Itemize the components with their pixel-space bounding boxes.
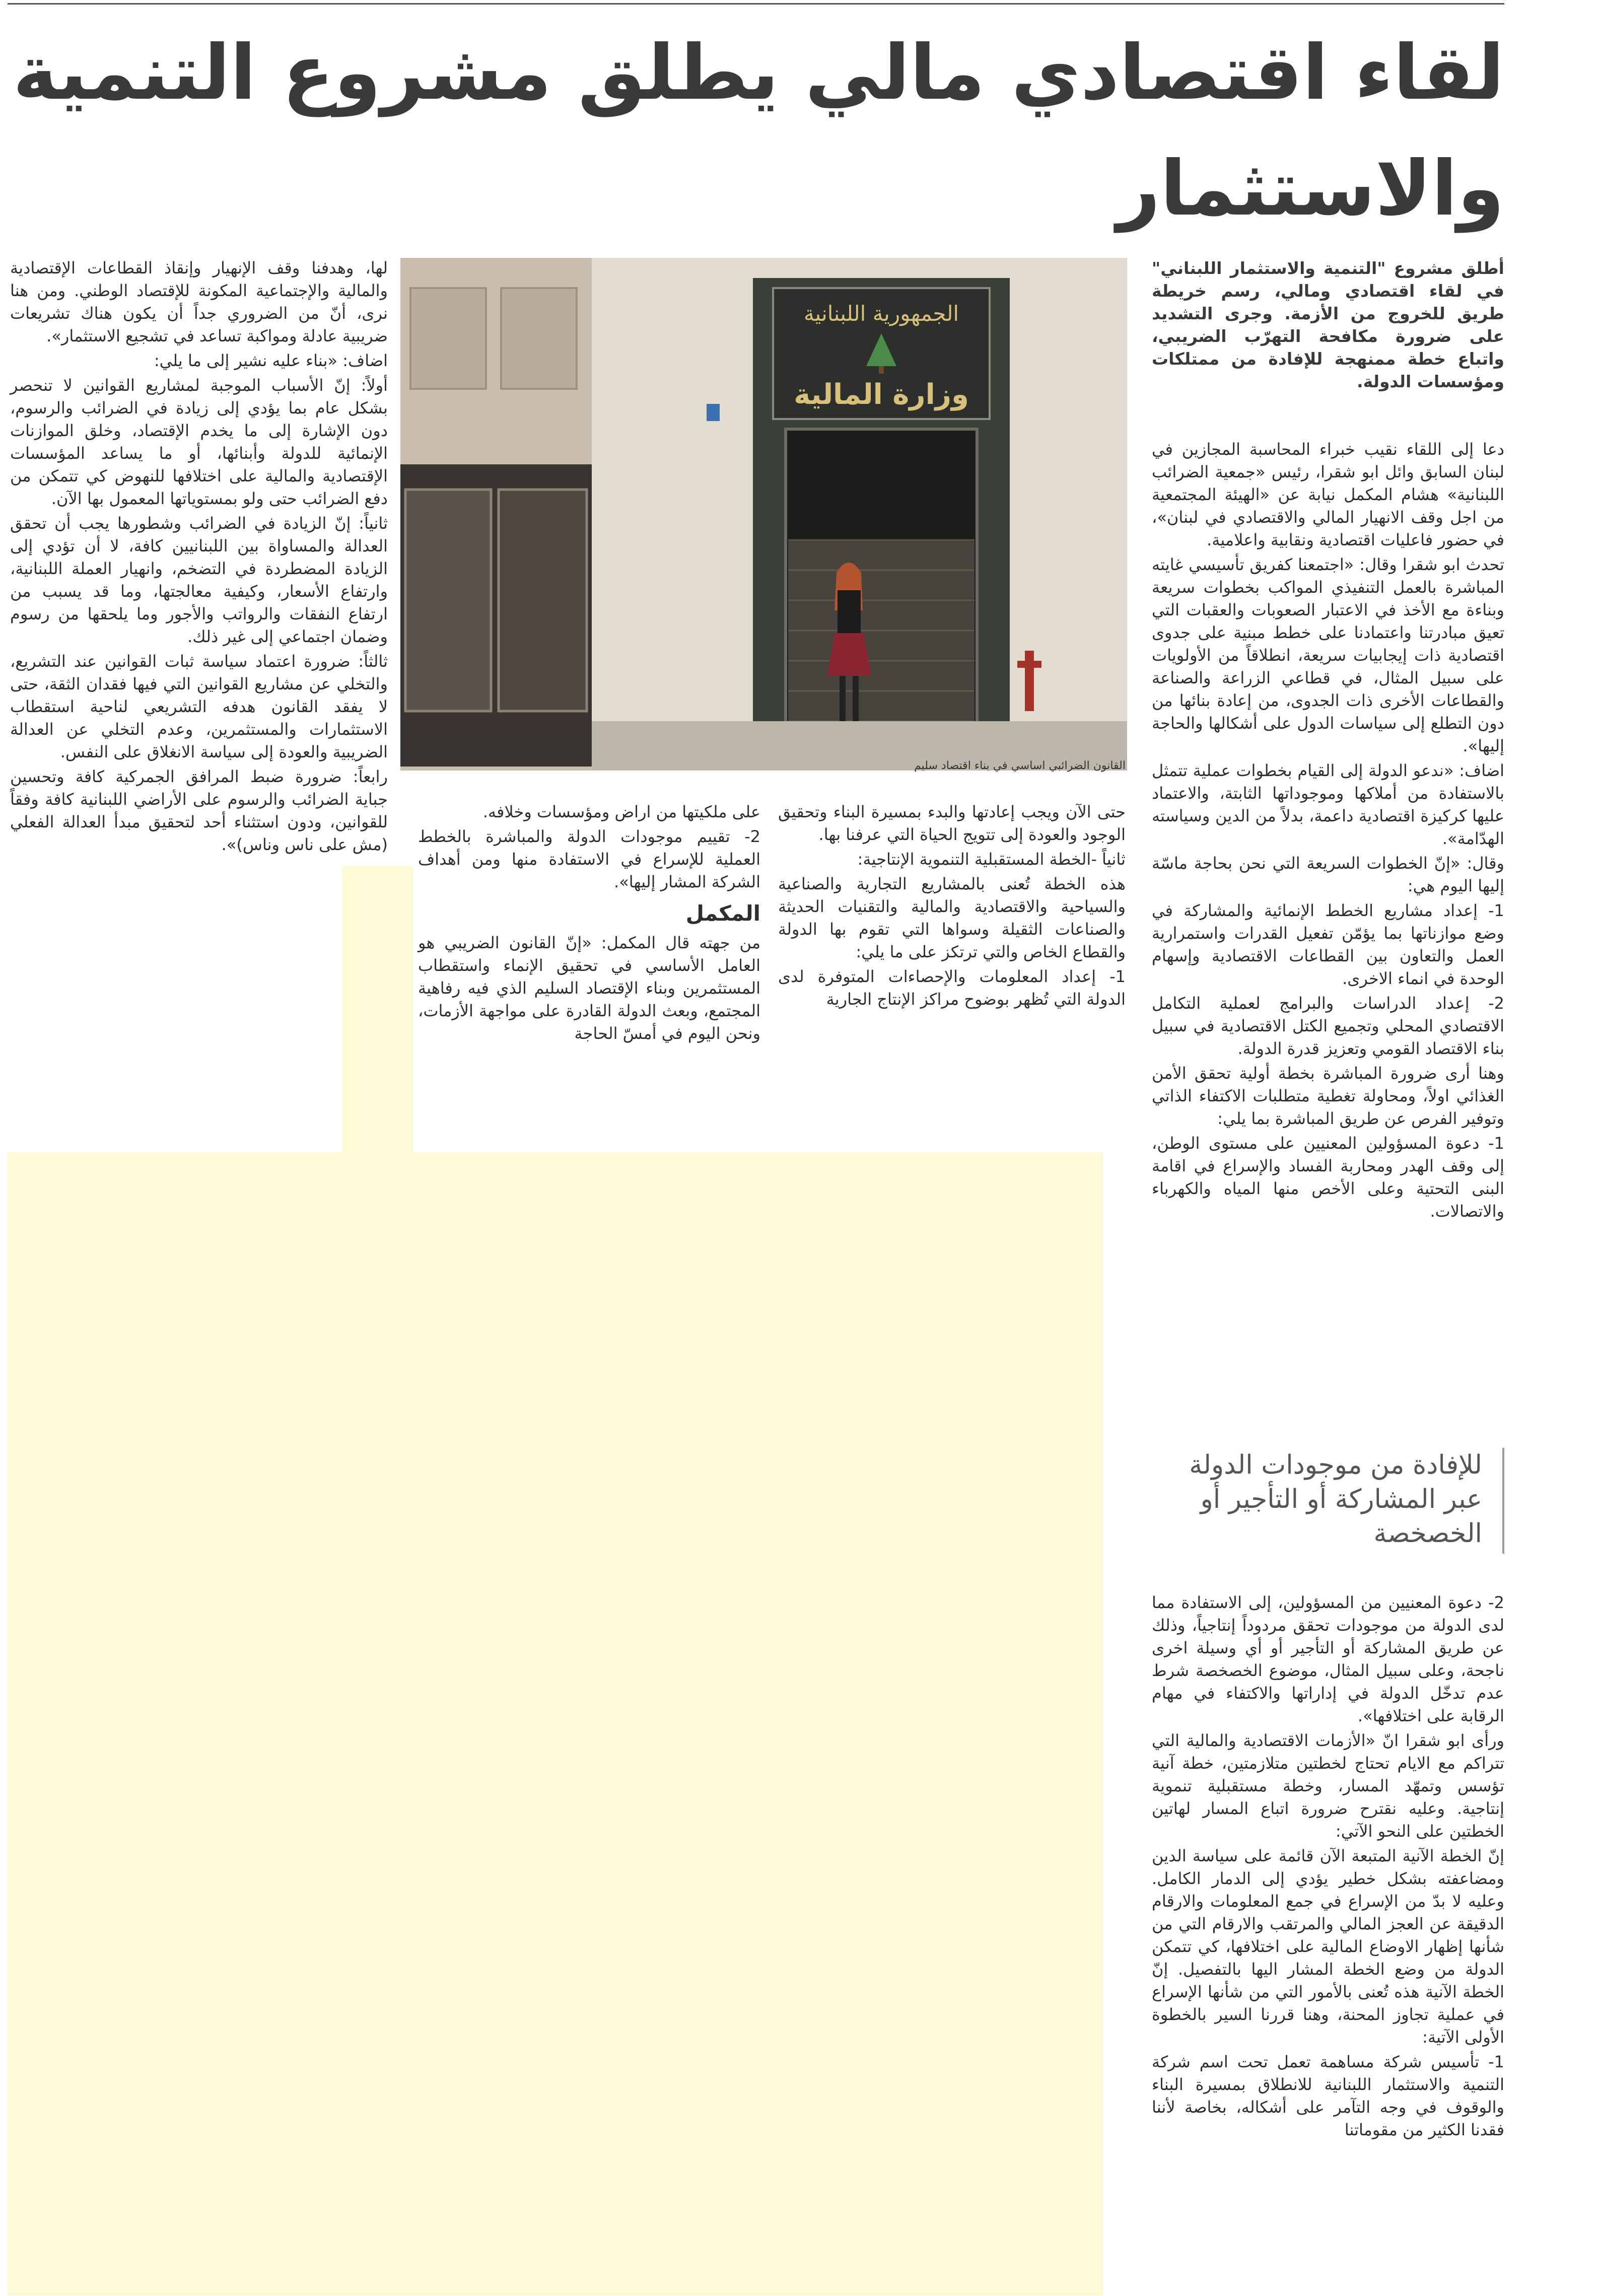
paragraph: 1- دعوة المسؤولين المعنيين على مستوى الوطن، إلى وقف الهدر ومحاربة الفساد والإسراع في اقامة البنى التحتية وعلى الأخص منها المياه والكهرباء والاتصالات. — [1152, 1134, 1504, 1221]
paragraph: 2- إعداد الدراسات والبرامج لعملية التكامل الاقتصادي المحلي وتجميع الكتل الاقتصادية في سبيل بناء الاقتصاد القومي وتعزيز قدرة الدولة. — [1152, 994, 1504, 1058]
paragraph: ورأى ابو شقرا انّ «الأزمات الاقتصادية والمالية التي تتراكم مع الايام تحتاج لخطتين متلازمتين، خطة آنية تؤسس وتمهّد المسار، وخطة مستقبلية تنموية إنتاجية. وعليه نقترح ضرورة اتباع المسار لهاتين الخطتين على النحو الآتي: — [1152, 1731, 1504, 1841]
paragraph: ثانياً: إنّ الزيادة في الضرائب وشطورها يجب أن تحقق العدالة والمساواة بين اللبنانيين كافة، لا أن تؤدي إلى الزيادة المضطردة في التضخم، وانهيار العملة اللبنانية، وارتفاع الأسعار، وكيفية معالجتها، وما قد يسبب من ارتفاع النفقات والرواتب والأجور وما يلحقها من رسوم وضمان اجتماعي إلى غير ذلك. — [10, 514, 388, 646]
paragraph: لها، وهدفنا وقف الإنهيار وإنقاذ القطاعات الإقتصادية والمالية والإجتماعية المكونة للإقتصاد الوطني. ومن هنا نرى، أنّ من الضروري جداً أن يكون هناك تشريعات ضريبية عادلة ومواكبة تساعد في تشجيع الاستثمار». — [10, 258, 388, 345]
headline-line-1: لقاء اقتصادي مالي يطلق مشروع التنمية — [13, 29, 1504, 117]
paragraph: 1- إعداد المعلومات والإحصاءات المتوفرة لدى الدولة التي تُظهر بوضوح مراكز الإنتاج الجارية — [778, 967, 1126, 1009]
sign-text-2: وزارة المالية — [794, 378, 969, 411]
column-left — [10, 257, 388, 1153]
column-middle-left — [418, 801, 760, 1153]
column-right-lower — [1152, 1591, 1504, 2286]
column-right — [1152, 257, 1504, 1435]
paragraph: اضاف: «بناء عليه نشير إلى ما يلي: — [154, 351, 388, 370]
top-rule — [8, 3, 1504, 5]
paragraph: اضاف: «ندعو الدولة إلى القيام بخطوات عملية تتمثل بالاستفادة من أملاكها وموجوداتها الثابتة، والاعتماد عليها كركيزة اقتصادية داعمة، بدلاً من الدين وسياسته الهدّامة». — [1152, 761, 1504, 848]
paragraph: رابعاً: ضرورة ضبط المرافق الجمركية كافة وتحسين جباية الضرائب والرسوم على الأراضي اللبنانية كافة وفقاً للقوانين، ودون استثناء أحد لتحقيق مبدأ العدالة الفعلي (مش على ناس وناس)». — [10, 767, 388, 854]
paragraph: حتى الآن ويجب إعادتها والبدء بمسيرة البناء وتحقيق الوجود والعودة إلى تتويج الحياة التي عرفنا بها. — [778, 802, 1126, 844]
highlight-band-lower — [8, 1152, 1103, 2295]
paragraph: من جهته قال المكمل: «إنّ القانون الضريبي هو العامل الأساسي في تحقيق الإنماء واستقطاب المستثمرين وبناء الإقتصاد السليم الذي فيه رفاهية المجتمع، وبعث الدولة القادرة على مواجهة الأزمات، ونحن اليوم في أمسّ الحاجة — [418, 933, 760, 1043]
paragraph: وهنا أرى ضرورة المباشرة بخطة أولية تحقق الأمن الغذائي اولاً، ومحاولة تغطية متطلبات الاكتفاء الذاتي وتوفير الفرص عن طريق المباشرة بما يلي: — [1152, 1064, 1504, 1128]
ministry-building-illustration — [400, 258, 1127, 771]
column-middle-right — [778, 801, 1126, 1153]
paragraph: على ملكيتها من اراض ومؤسسات وخلافه. — [482, 802, 760, 821]
photo-caption: القانون الضرائبي اساسي في بناء اقتصاد سليم — [914, 759, 1126, 772]
headline-line-2: والاستثمار — [1117, 145, 1504, 233]
paragraph: هذه الخطة تُعنى بالمشاريع التجارية والصناعية والسياحية والاقتصادية والمالية والتقنيات الحديثة والصناعات الثقيلة وسواها التي تقوم بها الدولة والقطاع الخاص والتي ترتكز على ما يلي: — [778, 874, 1126, 961]
paragraph: أولاً: إنّ الأسباب الموجبة لمشاريع القوانين لا تنحصر بشكل عام بما يؤدي إلى زيادة في الضرائب والرسوم، دون الإشارة إلى ما يخدم الإقتصاد، وخلق الموازنات الإنمائية للدولة وأبنائها، أو ما يساعد المؤسسات الإقتصادية والمالية على اختلافها للنهوض كي تتمكن من دفع الضرائب حتى ولو بمستوياتها المعمول بها الآن. — [10, 376, 388, 508]
article-photo — [400, 258, 1127, 771]
paragraph: ثالثاً: ضرورة اعتماد سياسة ثبات القوانين عند التشريع، والتخلي عن مشاريع القوانين التي فيها فقدان الثقة، حتى لا يفقد القانون هدفه التشريعي لناحية استقطاب الاستثمارات والمستثمرين، وعدم التخلي عن العدالة الضريبية والعودة إلى سياسة الانغلاق على النفس. — [10, 652, 388, 761]
paragraph: إنّ الخطة الآنية المتبعة الآن قائمة على سياسة الدين ومضاعفته بشكل خطير يؤدي إلى الدمار الكامل. وعليه لا بدّ من الإسراع في جمع المعلومات والارقام الدقيقة عن العجز المالي والمرتقب والارقام التي من شأنها إظهار الاوضاع المالية على اختلافها، كي تتمكن الدولة من وضع الخطة المشار اليها بالتفصيل. إنّ الخطة الآنية هذه تُعنى بالأمور التي من شأنها الإسراع في عملية تجاوز المحنة، وهنا قررنا السير بالخطوة الأولى الآتية: — [1152, 1846, 1504, 2047]
lead-paragraph: أطلق مشروع "التنمية والاستثمار اللبناني" في لقاء اقتصادي ومالي، رسم خريطة طريق للخروج من الأزمة. وجرى التشديد على ضرورة مكافحة التهرّب الضريبي، واتباع خطة ممنهجة للإفادة من ممتلكات ومؤسسات الدولة. — [1152, 258, 1504, 391]
paragraph: وقال: «إنّ الخطوات السريعة التي نحن بحاجة ماسّة إليها اليوم هي: — [1152, 854, 1504, 895]
section-subhead: المكمل — [685, 901, 760, 926]
paragraph: ثانياً -الخطة المستقبلية التنموية الإنتاجية: — [857, 850, 1126, 869]
paragraph: تحدث ابو شقرا وقال: «اجتمعنا كفريق تأسيسي غايته المباشرة بالعمل التنفيذي المواكب بخطوات سريعة وبناءة مع الأخذ في الاعتبار الصعوبات والعقبات التي تعيق مبادرتنا واعتمادنا على خطط مبنية على جدوى اقتصادية ذات إيجابيات سريعة، انطلاقاً من الأولويات على سبيل المثال، في قطاعي الزراعة والصناعة والقطاعات الأخرى ذات الجدوى، من إعادة بنائها من دون التطلع إلى سياسات الدول على أشكالها والحاجة إليها». — [1152, 555, 1504, 755]
paragraph: 1- إعداد مشاريع الخطط الإنمائية والمشاركة في وضع موازناتها بما يؤمّن تفعيل القدرات واستمرارية العمل والتعاون بين القطاعات الاقتصادية وإسهام الوحدة في انماء الاخرى. — [1152, 901, 1504, 988]
paragraph: دعا إلى اللقاء نقيب خبراء المحاسبة المجازين في لبنان السابق وائل ابو شقرا، رئيس «جمعية الضرائب اللبنانية» هشام المكمل نيابة عن «الهيئة المجتمعية من اجل وقف الانهيار المالي والاقتصادي في لبنان»، في حضور فاعليات اقتصادية ونقابية واعلامية. — [1152, 440, 1504, 549]
headline — [10, 15, 1504, 247]
sign-text-1: الجمهورية اللبنانية — [803, 301, 959, 326]
pull-quote: للإفادة من موجودات الدولة عبر المشاركة أو التأجير أو الخصخصة — [1153, 1448, 1504, 1554]
paragraph: 1- تأسيس شركة مساهمة تعمل تحت اسم شركة التنمية والاستثمار اللبنانية للانطلاق بمسيرة البناء والوقوف في وجه التآمر على أشكاله، بخاصة لأننا فقدنا الكثير من مقوماتنا — [1152, 2052, 1504, 2139]
paragraph: 2- تقييم موجودات الدولة والمباشرة بالخطط العملية للإسراع في الاستفادة منها ومن أهداف الشركة المشار إليها». — [418, 827, 760, 891]
paragraph: 2- دعوة المعنيين من المسؤولين، إلى الاستفادة مما لدى الدولة من موجودات تحقق مردوداً إنتاجياً، وذلك عن طريق المشاركة أو التأجير أو أي وسيلة اخرى ناجحة، وعلى سبيل المثال، موضوع الخصخصة شرط عدم تدخّل الدولة في إداراتها والاكتفاء في مهام الرقابة على اختلافها». — [1152, 1593, 1504, 1725]
